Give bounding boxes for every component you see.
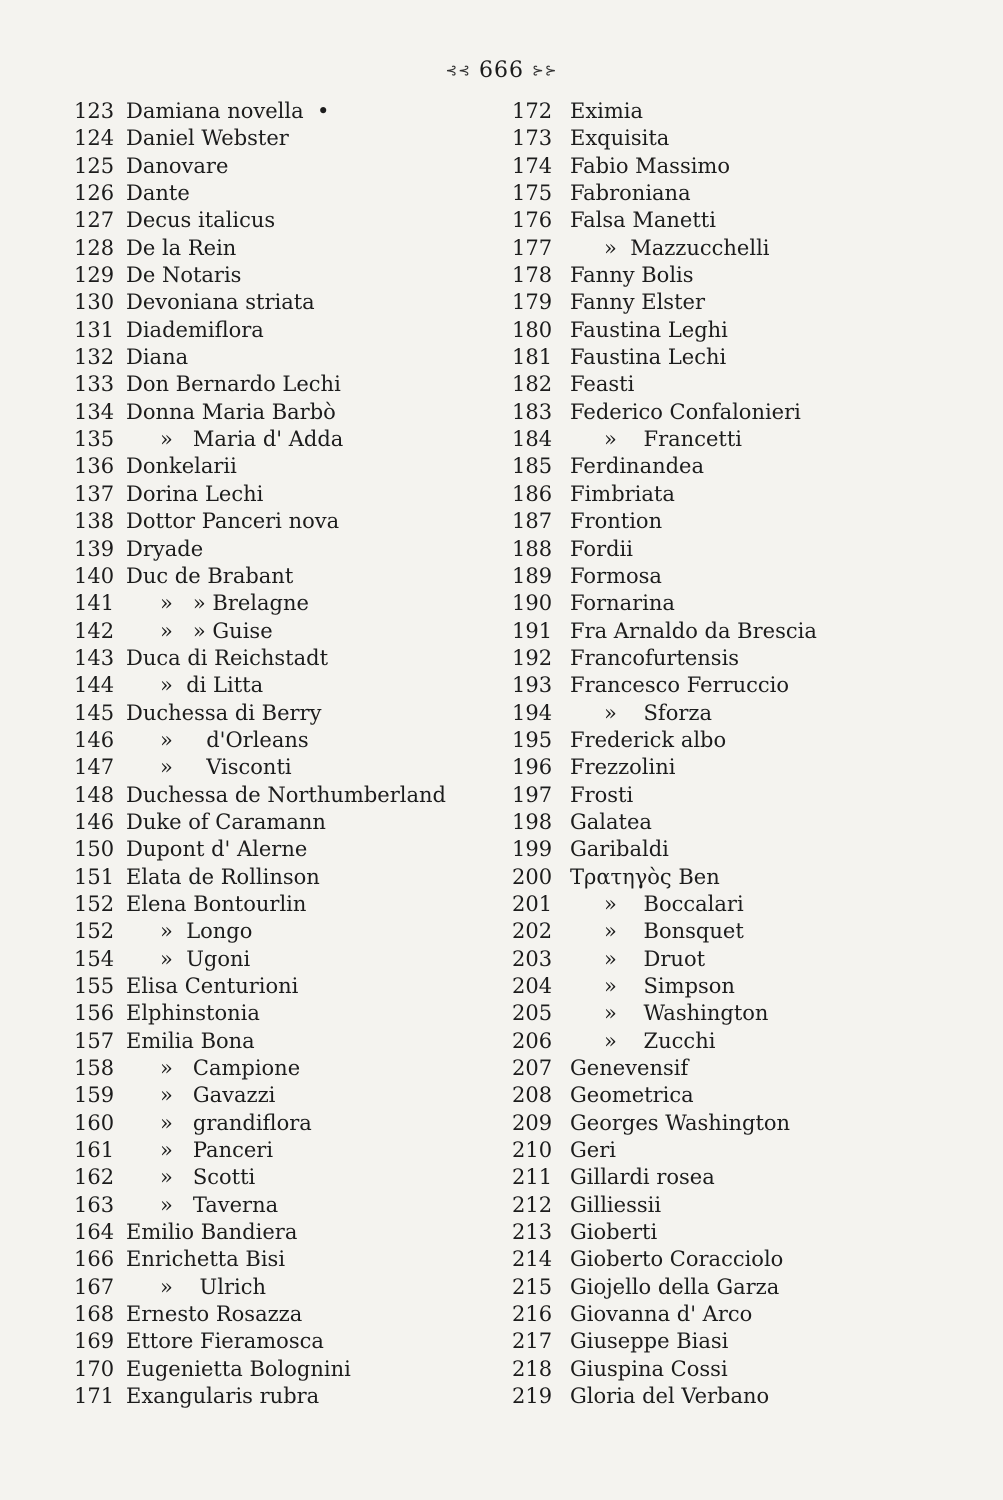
entry-number: 206	[512, 1028, 553, 1053]
entry-number: 204	[512, 974, 553, 998]
list-item	[512, 754, 842, 781]
list-item	[512, 618, 842, 645]
entry-name: Fabroniana	[570, 181, 691, 206]
list-item	[74, 782, 484, 809]
list-item	[512, 1110, 842, 1137]
list-item	[512, 1356, 842, 1383]
list-item	[512, 1301, 842, 1328]
list-item	[512, 1137, 842, 1164]
entry-name: Devoniana striata	[126, 290, 315, 315]
entry-name: Feasti	[570, 372, 635, 397]
list-item	[512, 153, 842, 180]
list-item	[512, 536, 842, 563]
entry-number: 145	[74, 700, 115, 725]
entry-number: 133	[74, 372, 115, 397]
entry-name: Fra Arnaldo da Brescia	[570, 618, 817, 643]
list-item	[74, 453, 484, 480]
list-item	[74, 508, 484, 535]
entry-number: 177	[512, 235, 553, 260]
entry-name: Fordii	[570, 536, 633, 561]
entry-number: 175	[512, 181, 553, 206]
list-item	[74, 98, 484, 125]
entry-number: 148	[74, 782, 115, 807]
entry-name: Duc de Brabant	[126, 563, 294, 588]
entry-number: 130	[74, 290, 115, 315]
entry-number: 188	[512, 536, 553, 561]
list-item	[74, 700, 484, 727]
entry-number: 144	[74, 673, 115, 698]
list-item	[512, 262, 842, 289]
entry-name: Duchessa de Northumberland	[126, 782, 446, 807]
entry-name: Formosa	[570, 563, 662, 588]
entry-number: 172	[512, 99, 553, 123]
entry-name: Francofurtensis	[570, 645, 740, 670]
entry-number: 169	[74, 1329, 115, 1354]
entry-name: Τρατηγὸς Ben	[570, 864, 720, 889]
list-item	[74, 426, 484, 453]
entry-number: 200	[512, 864, 553, 889]
list-item	[74, 809, 484, 836]
list-item	[74, 618, 484, 645]
entry-name: » Scotti	[160, 1165, 256, 1190]
entry-number: 180	[512, 317, 553, 342]
entry-number: 157	[74, 1028, 115, 1053]
list-item	[512, 1055, 842, 1082]
entry-name: Diademiflora	[126, 317, 264, 342]
entry-name: Frezzolini	[570, 755, 676, 780]
entry-name: Exangularis rubra	[126, 1384, 320, 1409]
entry-name: De la Rein	[126, 235, 237, 260]
entry-name: Duke of Caramann	[126, 809, 326, 834]
entry-name: Dottor Panceri nova	[126, 509, 340, 534]
list-item	[74, 371, 484, 398]
entry-name: Geri	[570, 1138, 616, 1163]
list-item	[512, 399, 842, 426]
entry-name: » Francetti	[604, 427, 742, 452]
entry-name: Fanny Bolis	[570, 263, 694, 288]
list-item	[74, 1219, 484, 1246]
entry-name: » d'Orleans	[160, 727, 309, 752]
list-item	[512, 836, 842, 863]
list-item	[74, 536, 484, 563]
list-item	[74, 1383, 484, 1410]
list-item	[74, 672, 484, 699]
entry-name: Fabio Massimo	[570, 153, 730, 178]
entry-name: Decus italicus	[126, 208, 276, 233]
list-item	[512, 782, 842, 809]
entry-number: 132	[74, 345, 115, 370]
right-column-list	[512, 98, 842, 1411]
entry-number: 128	[74, 235, 115, 260]
entry-number: 129	[74, 263, 115, 288]
list-item	[512, 371, 842, 398]
entry-name: Donkelarii	[126, 454, 237, 479]
entry-number: 126	[74, 181, 115, 206]
entry-name: Emilia Bona	[126, 1028, 255, 1053]
entry-name: Francesco Ferruccio	[570, 673, 790, 698]
list-item	[74, 1055, 484, 1082]
entry-name: » Druot	[604, 946, 706, 971]
list-item	[74, 1274, 484, 1301]
list-item	[74, 317, 484, 344]
list-item	[74, 891, 484, 918]
list-item	[74, 918, 484, 945]
entry-number: 136	[74, 454, 115, 479]
list-item	[512, 727, 842, 754]
entry-number: 209	[512, 1110, 553, 1135]
entry-number: 146	[74, 809, 115, 834]
list-item	[512, 864, 842, 891]
entry-name: Elisa Centurioni	[126, 974, 299, 998]
entry-number: 189	[512, 563, 553, 588]
list-item	[512, 508, 842, 535]
entry-name: » Gavazzi	[160, 1083, 276, 1108]
entry-number: 191	[512, 618, 553, 643]
entry-number: 142	[74, 618, 115, 643]
entry-number: 123	[74, 99, 115, 123]
entry-number: 187	[512, 509, 553, 534]
entry-name: Gillardi rosea	[570, 1165, 715, 1190]
list-item	[74, 344, 484, 371]
entry-name: » Maria d' Adda	[160, 427, 344, 452]
entry-name: Dryade	[126, 536, 204, 561]
list-item	[512, 672, 842, 699]
entry-number: 212	[512, 1192, 553, 1217]
entry-name: Danovare	[126, 153, 229, 178]
list-item	[512, 645, 842, 672]
list-item	[512, 98, 842, 125]
entry-number: 218	[512, 1356, 553, 1381]
entry-number: 215	[512, 1274, 553, 1299]
entry-number: 202	[512, 919, 553, 944]
entry-number: 207	[512, 1056, 553, 1081]
list-item	[74, 1137, 484, 1164]
list-item	[74, 1356, 484, 1383]
entry-number: 135	[74, 427, 115, 452]
entry-name: Galatea	[570, 809, 652, 834]
list-item	[512, 125, 842, 152]
list-item	[512, 809, 842, 836]
list-item	[512, 1192, 842, 1219]
entry-number: 124	[74, 126, 115, 151]
entry-number: 179	[512, 290, 553, 315]
entry-number: 160	[74, 1110, 115, 1135]
list-item	[512, 1219, 842, 1246]
entry-number: 143	[74, 645, 115, 670]
entry-name: Geometrica	[570, 1083, 694, 1108]
entry-name: Giuseppe Biasi	[570, 1329, 729, 1354]
entry-number: 159	[74, 1083, 115, 1108]
entry-name: Elata de Rollinson	[126, 864, 320, 889]
entry-number: 176	[512, 208, 553, 233]
entry-number: 213	[512, 1220, 553, 1245]
entry-name: » Simpson	[604, 974, 735, 998]
list-item	[74, 754, 484, 781]
entry-name: » » Guise	[160, 618, 273, 643]
entry-number: 183	[512, 399, 553, 424]
ornament-right-icon: ⊱⊱	[532, 63, 558, 79]
entry-name: Enrichetta Bisi	[126, 1247, 286, 1272]
entry-number: 205	[512, 1001, 553, 1026]
entry-name: Elphinstonia	[126, 1001, 260, 1026]
list-item	[74, 207, 484, 234]
entry-name: Duca di Reichstadt	[126, 645, 329, 670]
entry-number: 171	[74, 1384, 115, 1409]
list-item	[512, 1082, 842, 1109]
entry-name: Eximia	[570, 99, 644, 123]
entry-name: » Boccalari	[604, 891, 744, 916]
list-item	[74, 1164, 484, 1191]
list-item	[512, 563, 842, 590]
entry-number: 168	[74, 1302, 115, 1327]
entry-name: Faustina Leghi	[570, 317, 728, 342]
list-item	[74, 1082, 484, 1109]
entry-number: 152	[74, 919, 115, 944]
list-item	[512, 891, 842, 918]
list-item	[512, 317, 842, 344]
entry-name: Elena Bontourlin	[126, 891, 307, 916]
list-item	[512, 344, 842, 371]
entry-name: Dupont d' Alerne	[126, 837, 308, 862]
entry-number: 134	[74, 399, 115, 424]
page-header	[0, 58, 1003, 83]
entry-number: 185	[512, 454, 553, 479]
page-number: 666	[479, 58, 524, 83]
entry-number: 140	[74, 563, 115, 588]
list-item	[74, 1000, 484, 1027]
list-item	[74, 1192, 484, 1219]
entry-name: Giuspina Cossi	[570, 1356, 728, 1381]
entry-number: 156	[74, 1001, 115, 1026]
list-item	[74, 946, 484, 973]
entry-number: 196	[512, 755, 553, 780]
list-item	[512, 946, 842, 973]
entry-name: Don Bernardo Lechi	[126, 372, 341, 397]
entry-number: 186	[512, 481, 553, 506]
entry-number: 195	[512, 727, 553, 752]
ornament-left-icon: ⊰⊰	[445, 63, 471, 79]
entry-name: Garibaldi	[570, 837, 669, 862]
list-item	[512, 481, 842, 508]
entry-name: » Ugoni	[160, 946, 251, 971]
entry-name: Gioberto Coracciolo	[570, 1247, 784, 1272]
entry-number: 166	[74, 1247, 115, 1272]
list-item	[512, 207, 842, 234]
list-item	[512, 1274, 842, 1301]
list-item	[74, 563, 484, 590]
list-item	[74, 153, 484, 180]
entry-name: Ettore Fieramosca	[126, 1329, 324, 1354]
entry-name: » Longo	[160, 919, 253, 944]
entry-name: » Campione	[160, 1056, 301, 1081]
entry-name: » » Brelagne	[160, 591, 309, 616]
list-item	[74, 481, 484, 508]
entry-name: » Mazzucchelli	[604, 235, 770, 260]
entry-name: Frederick albo	[570, 727, 727, 752]
list-item	[512, 1164, 842, 1191]
entry-number: 127	[74, 208, 115, 233]
entry-name: Eugenietta Bolognini	[126, 1356, 351, 1381]
entry-name: De Notaris	[126, 263, 242, 288]
entry-number: 152	[74, 891, 115, 916]
entry-name: Fimbriata	[570, 481, 675, 506]
list-item	[512, 1383, 842, 1410]
entry-name: Exquisita	[570, 126, 670, 151]
entry-name: Frosti	[570, 782, 634, 807]
entry-name: » Ulrich	[160, 1274, 267, 1299]
list-item	[74, 289, 484, 316]
entry-number: 137	[74, 481, 115, 506]
entry-number: 131	[74, 317, 115, 342]
list-item	[512, 289, 842, 316]
entry-number: 173	[512, 126, 553, 151]
entry-name: Faustina Lechi	[570, 345, 727, 370]
list-item	[512, 1328, 842, 1355]
entry-name: Emilio Bandiera	[126, 1220, 298, 1245]
list-item	[74, 1301, 484, 1328]
entry-number: 178	[512, 263, 553, 288]
list-item	[74, 836, 484, 863]
entry-name: » Washington	[604, 1001, 769, 1026]
entry-name: Duchessa di Berry	[126, 700, 322, 725]
entry-number: 164	[74, 1220, 115, 1245]
entry-number: 161	[74, 1138, 115, 1163]
entry-number: 190	[512, 591, 553, 616]
list-item	[74, 973, 484, 1000]
entry-number: 201	[512, 891, 553, 916]
entry-name: Georges Washington	[570, 1110, 791, 1135]
left-column-list	[74, 98, 484, 1411]
entry-name: Giojello della Garza	[570, 1274, 780, 1299]
entry-number: 147	[74, 755, 115, 780]
entry-name: Gilliessii	[570, 1192, 662, 1217]
list-item	[74, 399, 484, 426]
entry-number: 174	[512, 153, 553, 178]
entry-number: 184	[512, 427, 553, 452]
list-item	[512, 1028, 842, 1055]
entry-name: » Taverna	[160, 1192, 279, 1217]
entry-name: » Zucchi	[604, 1028, 716, 1053]
entry-name: Federico Confalonieri	[570, 399, 801, 424]
entry-number: 182	[512, 372, 553, 397]
entry-number: 170	[74, 1356, 115, 1381]
entry-number: 141	[74, 591, 115, 616]
entry-name: Dante	[126, 181, 190, 206]
entry-name: » Sforza	[604, 700, 712, 725]
entry-name: Ernesto Rosazza	[126, 1302, 303, 1327]
entry-number: 197	[512, 782, 553, 807]
entry-name: Genevensif	[570, 1056, 689, 1081]
entry-number: 192	[512, 645, 553, 670]
entry-name: Falsa Manetti	[570, 208, 716, 233]
entry-number: 216	[512, 1302, 553, 1327]
list-item	[74, 235, 484, 262]
list-item	[512, 426, 842, 453]
list-item	[74, 1110, 484, 1137]
entry-number: 163	[74, 1192, 115, 1217]
entry-number: 193	[512, 673, 553, 698]
entry-name: Fanny Elster	[570, 290, 705, 315]
entry-number: 194	[512, 700, 553, 725]
entry-name: Gloria del Verbano	[570, 1384, 770, 1409]
entry-number: 158	[74, 1056, 115, 1081]
entry-name: » di Litta	[160, 673, 264, 698]
list-item	[74, 645, 484, 672]
list-item	[74, 1328, 484, 1355]
entry-number: 146	[74, 727, 115, 752]
list-item	[74, 180, 484, 207]
entry-number: 125	[74, 153, 115, 178]
list-item	[512, 453, 842, 480]
entry-name: Giovanna d' Arco	[570, 1302, 753, 1327]
entry-number: 167	[74, 1274, 115, 1299]
list-item	[512, 973, 842, 1000]
entry-number: 211	[512, 1165, 553, 1190]
list-item	[74, 262, 484, 289]
entry-number: 139	[74, 536, 115, 561]
entry-number: 203	[512, 946, 553, 971]
entry-name: Frontion	[570, 509, 663, 534]
entry-name: Ferdinandea	[570, 454, 705, 479]
list-item	[512, 700, 842, 727]
entry-number: 150	[74, 837, 115, 862]
entry-name: » grandiflora	[160, 1110, 312, 1135]
entry-name: Daniel Webster	[126, 126, 289, 151]
entry-number: 210	[512, 1138, 553, 1163]
entry-name: Diana	[126, 345, 189, 370]
entry-name: » Panceri	[160, 1138, 274, 1163]
entry-name: » Visconti	[160, 755, 292, 780]
entry-number: 199	[512, 837, 553, 862]
entry-name: Fornarina	[570, 591, 675, 616]
entry-number: 155	[74, 974, 115, 998]
list-item	[512, 590, 842, 617]
entry-name: Dorina Lechi	[126, 481, 264, 506]
list-item	[74, 1246, 484, 1273]
list-item	[512, 180, 842, 207]
entry-number: 138	[74, 509, 115, 534]
entry-number: 162	[74, 1165, 115, 1190]
list-item	[74, 864, 484, 891]
entry-name: » Bonsquet	[604, 919, 744, 944]
entry-number: 181	[512, 345, 553, 370]
entry-number: 151	[74, 864, 115, 889]
list-item	[74, 125, 484, 152]
list-item	[74, 1028, 484, 1055]
list-item	[512, 1000, 842, 1027]
entry-number: 219	[512, 1384, 553, 1409]
entry-number: 217	[512, 1329, 553, 1354]
entry-name: Donna Maria Barbò	[126, 399, 336, 424]
entry-name: Damiana novella •	[126, 99, 330, 123]
list-item	[512, 918, 842, 945]
entry-name: Gioberti	[570, 1220, 658, 1245]
entry-number: 198	[512, 809, 553, 834]
list-item	[512, 235, 842, 262]
entry-number: 214	[512, 1247, 553, 1272]
entry-number: 154	[74, 946, 115, 971]
list-item	[74, 727, 484, 754]
entry-number: 208	[512, 1083, 553, 1108]
list-item	[74, 590, 484, 617]
list-item	[512, 1246, 842, 1273]
